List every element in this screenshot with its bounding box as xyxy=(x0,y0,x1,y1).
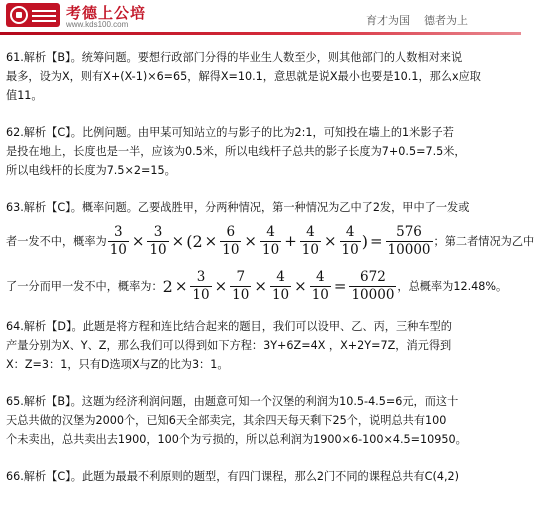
times-sign: × xyxy=(244,232,257,250)
answer-63-line-3-prefix: 了一分而甲一发不中，概率为： xyxy=(6,280,163,293)
fraction: $\frac{4}{10}$ xyxy=(301,224,319,258)
answer-65-line-2: 天总共做的汉堡为2000个，已知6天全部卖完，其余四天每天剩下25个，说明总共有100 xyxy=(6,414,447,427)
times-sign: × xyxy=(174,277,188,295)
times-sign: × xyxy=(214,277,228,295)
answer-63-line-2 xyxy=(6,224,534,258)
fraction: $\frac{3}{10}$ xyxy=(109,224,127,258)
answer-64-line-1: 64.解析【D】。此题是将方程和连比结合起来的题目，我们可以设甲、乙、丙，三种车型的 xyxy=(6,320,452,333)
answer-63-line-3 xyxy=(6,270,516,303)
answer-61-line-3: 值11。 xyxy=(6,89,43,102)
times-sign: × xyxy=(204,232,218,250)
answer-64-line-3: X：Z=3：1，只有D选项X与Z的比为3：1。 xyxy=(6,358,229,371)
slogan-right: 德者为上 xyxy=(424,14,468,27)
times-sign: × xyxy=(131,232,145,250)
answer-64 xyxy=(6,317,516,374)
slogan xyxy=(366,12,468,28)
answer-61-line-2: 最多，设为X，则有X+(X-1)×6=65，解得X=10.1，意思就是说X最小也要是10.1，那么x应取 xyxy=(6,70,481,83)
brand-name: 考德上公培 xyxy=(66,4,147,22)
fraction-result: $\frac{576}{10000}$ xyxy=(387,224,431,258)
answer-66 xyxy=(6,467,516,486)
answer-62-line-2: 是投在地上，长度也是一半，应该为0.5米，所以电线杆子总共的影子长度为7+0.5=7.5米， xyxy=(6,145,466,158)
fraction: $\frac{3}{10}$ xyxy=(149,224,167,258)
answer-65-line-1: 65.解析【B】。这题为经济利润问题，由题意可知一个汉堡的利润为10.5-4.5=6元，而这十 xyxy=(6,395,459,408)
answer-explanations xyxy=(6,48,534,504)
answer-61-line-1: 61.解析【B】。统筹问题。要想行政部门分得的毕业生人数至少，则其他部门的人数相对来说 xyxy=(6,51,463,64)
close-paren: ) xyxy=(361,232,368,251)
equals-sign: = xyxy=(369,232,383,250)
fraction-result: $\frac{672}{10000}$ xyxy=(351,269,395,303)
header-divider xyxy=(0,32,521,35)
fraction: $\frac{3}{10}$ xyxy=(192,269,210,303)
fraction: $\frac{6}{10}$ xyxy=(222,224,240,258)
answer-62-line-1: 62.解析【C】。比例问题。由甲某可知站立的与影子的比为2:1，可知投在墙上的1米影子若 xyxy=(6,126,454,139)
plus-sign: + xyxy=(284,232,297,250)
open-paren: (2 xyxy=(186,232,203,251)
fraction: $\frac{4}{10}$ xyxy=(262,224,280,258)
fraction: $\frac{4}{10}$ xyxy=(311,269,329,303)
answer-65 xyxy=(6,392,516,449)
times-sign: × xyxy=(323,232,337,250)
page-header xyxy=(0,0,521,34)
answer-65-line-3: 个未卖出，总共卖出去1900，100个为亏损的，所以总利润为1900×6-100×4.5=10950。 xyxy=(6,433,467,446)
answer-64-line-2: 产量分别为X、Y、Z，那么我们可以得到如下方程：3Y+6Z=4X ，X+2Y=7Z，消元得到 xyxy=(6,339,452,352)
answer-63-line-1: 63.解析【C】。概率问题。乙要战胜甲，分两种情况，第一种情况为乙中了2发，甲中了一发或 xyxy=(6,201,470,214)
answer-62 xyxy=(6,123,516,180)
answer-63-line-2-suffix: ；第二者情况为乙中 xyxy=(433,235,534,248)
coefficient: 2 xyxy=(162,277,173,296)
times-sign: × xyxy=(294,277,307,295)
answer-63-line-2-prefix: 者一发不中，概率为 xyxy=(6,235,107,248)
times-sign: × xyxy=(171,232,185,250)
answer-66-line-1: 66.解析【C】。此题为最最不利原则的题型，有四门课程，那么2门不同的课程总共有C(4,2) xyxy=(6,470,460,483)
answer-61 xyxy=(6,48,516,105)
brand-logo-icon xyxy=(6,3,60,27)
fraction: $\frac{7}{10}$ xyxy=(232,269,250,303)
answer-63 xyxy=(6,198,534,303)
equals-sign: = xyxy=(333,277,347,295)
brand-url: www.kds100.com xyxy=(66,20,129,29)
slogan-left: 育才为国 xyxy=(366,14,410,27)
answer-63-line-3-suffix: ，总概率为12.48%。 xyxy=(397,280,508,293)
fraction: $\frac{4}{10}$ xyxy=(341,224,359,258)
fraction: $\frac{4}{10}$ xyxy=(271,269,290,303)
times-sign: × xyxy=(254,277,267,295)
answer-62-line-3: 所以电线杆的长度为7.5×2=15。 xyxy=(6,164,176,177)
